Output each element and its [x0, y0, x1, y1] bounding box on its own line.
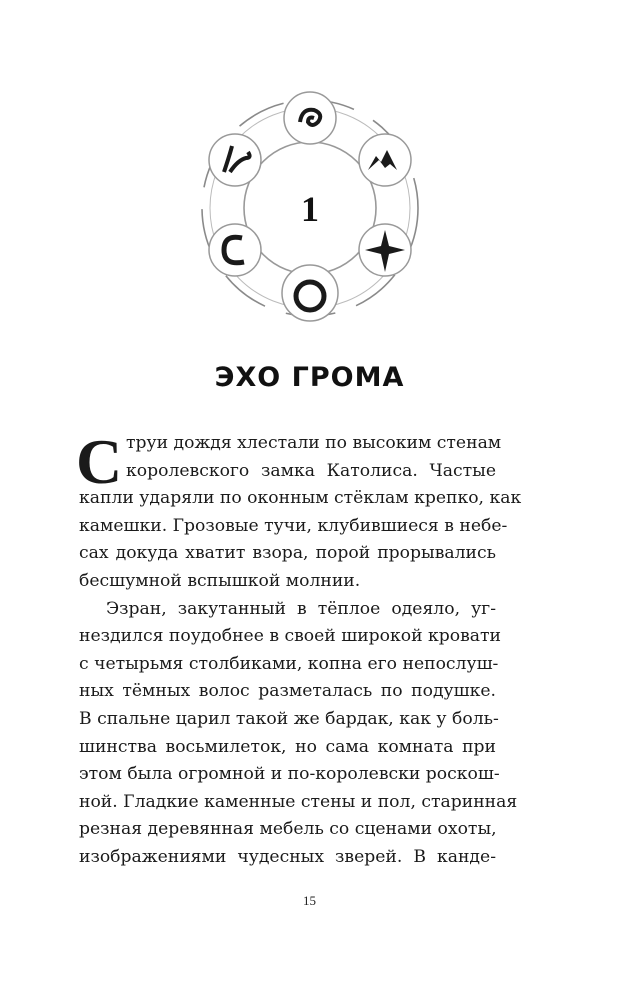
chapter-title: ЭХО ГРОМА	[214, 362, 405, 393]
text-line: королевского замка Католиса. Частые	[126, 460, 496, 481]
text-line: шинства восьмилеток, но сама комната при	[79, 736, 496, 757]
water-swirl-icon	[284, 92, 336, 144]
wind-flame-icon	[209, 134, 261, 186]
text-line: нездился поудобнее в своей широкой кровати	[79, 626, 502, 647]
paragraph-2	[79, 596, 518, 872]
text-line: с четырьмя столбиками, копна его непослуш-	[79, 653, 499, 674]
text-line: изображениями чудесных зверей. В канде-	[79, 846, 496, 867]
page-number: 15	[303, 893, 316, 908]
text-line: ных тёмных волос разметалась по подушке.	[79, 681, 496, 702]
ring-icon	[282, 265, 338, 321]
mountain-icon	[359, 134, 411, 186]
dropcap: С	[76, 426, 123, 497]
text-line: Эзран, закутанный в тёплое одеяло, уг-	[106, 598, 496, 619]
star-compass-icon	[359, 224, 411, 276]
text-line: капли ударяли по оконным стёклам крепко, как	[79, 488, 522, 509]
text-line: бесшумной вспышкой молнии.	[79, 570, 361, 591]
text-line: В спальне царил такой же бардак, как у боль-	[79, 708, 499, 729]
text-line: этом была огромной и по-королевски роскош-	[79, 764, 500, 785]
moon-crescent-icon	[209, 224, 261, 276]
text-line: труи дождя хлестали по высоким стенам	[126, 433, 502, 453]
chapter-number: 1	[301, 189, 319, 229]
text-line: ной. Гладкие каменные стены и пол, старинная	[79, 791, 518, 812]
body-text	[76, 426, 522, 872]
chapter-emblem	[190, 88, 430, 328]
paragraph-1	[79, 430, 522, 596]
text-line: камешки. Грозовые тучи, клубившиеся в небе-	[79, 515, 508, 536]
text-line: резная деревянная мебель со сценами охоты,	[79, 819, 497, 840]
text-line: сах докуда хватит взора, порой прорывались	[79, 543, 496, 564]
